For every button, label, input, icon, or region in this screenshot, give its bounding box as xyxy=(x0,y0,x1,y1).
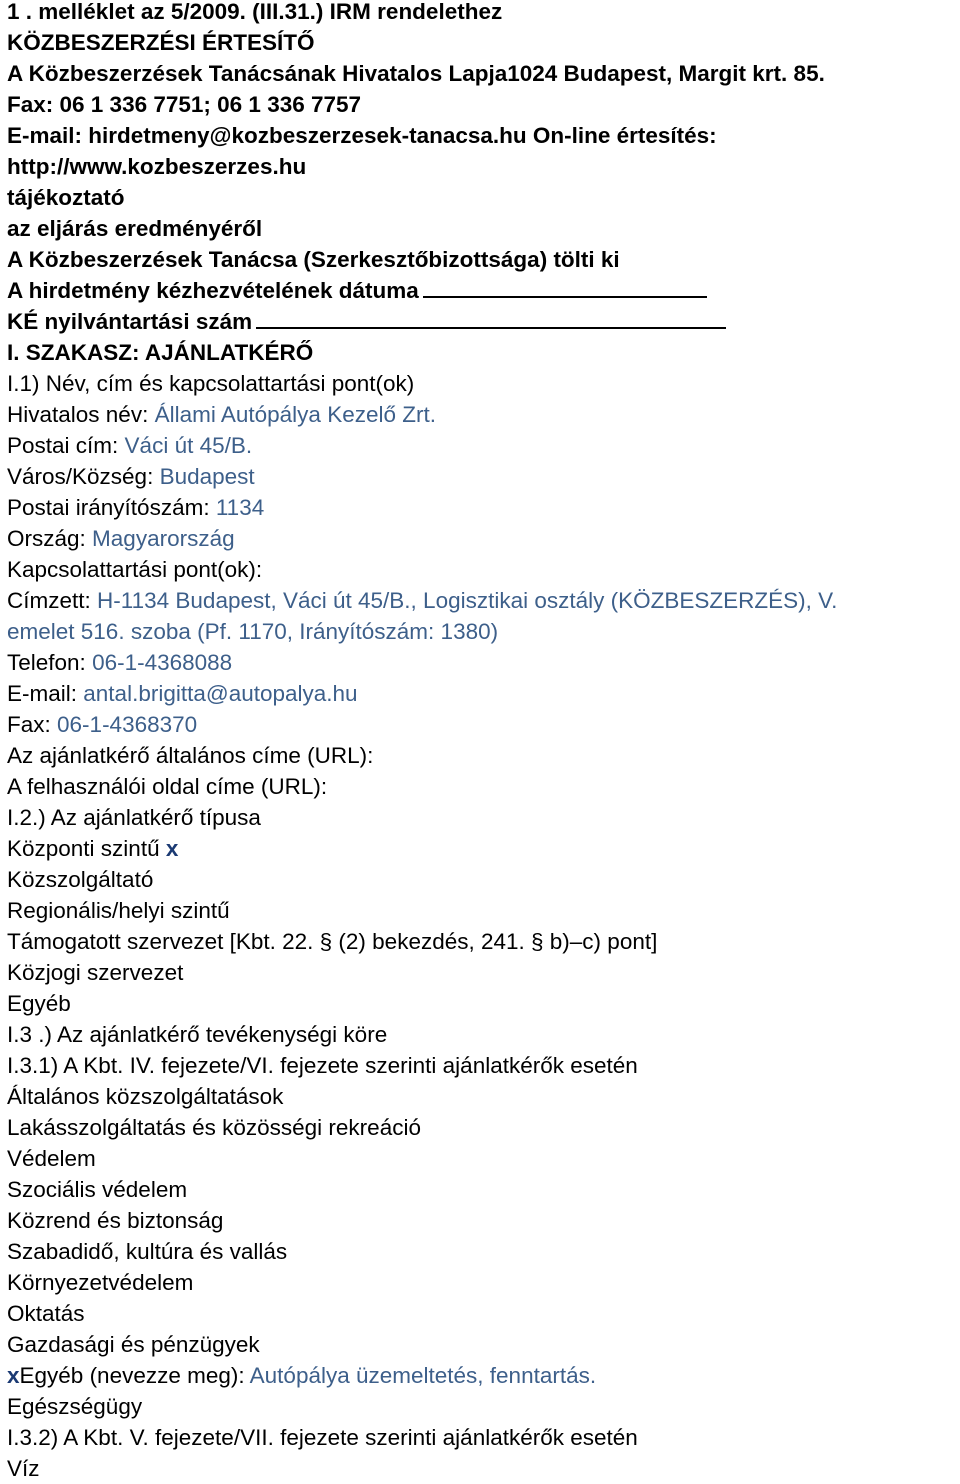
buyer-type-public-law-body: Közjogi szervezet xyxy=(7,960,184,985)
header-website: http://www.kozbeszerzes.hu xyxy=(7,154,307,179)
country-row xyxy=(7,523,957,554)
journal-title: KÖZBESZERZÉSI ÉRTESÍTŐ xyxy=(7,30,315,55)
buyer-type-public-service: Közszolgáltató xyxy=(7,867,154,892)
header-fax: Fax: 06 1 336 7751; 06 1 336 7757 xyxy=(7,92,362,117)
activity-other-value: Autópálya üzemeltetés, fenntartás. xyxy=(249,1363,597,1388)
phone-label: Telefon: xyxy=(7,650,86,675)
official-name-label: Hivatalos név: xyxy=(7,402,149,427)
postal-address-value: Váci út 45/B. xyxy=(124,433,253,458)
buyer-type-regional: Regionális/helyi szintű xyxy=(7,898,230,923)
registry-number-row xyxy=(7,306,957,337)
activity-water: Víz xyxy=(7,1456,40,1481)
email-label: E-mail: xyxy=(7,681,78,706)
zip-row xyxy=(7,492,957,523)
registry-number-label: KÉ nyilvántartási szám xyxy=(7,309,253,334)
phone-row xyxy=(7,647,957,678)
buyer-profile-url-label: A felhasználói oldal címe (URL): xyxy=(7,774,328,799)
activity-other-label: Egyéb (nevezze meg): xyxy=(19,1363,245,1388)
buyer-type-central-label: Központi szintű xyxy=(7,836,160,861)
fax-value: 06-1-4368370 xyxy=(57,712,198,737)
activity-other-row xyxy=(7,1360,957,1391)
country-value: Magyarország xyxy=(92,526,235,551)
activity-sub2-heading: I.3.2) A Kbt. V. fejezete/VII. fejezete szerinti ajánlatkérők esetén xyxy=(7,1425,638,1450)
general-url-label: Az ajánlatkérő általános címe (URL): xyxy=(7,743,374,768)
section-1-title: I. SZAKASZ: AJÁNLATKÉRŐ xyxy=(7,340,314,365)
country-label: Ország: xyxy=(7,526,86,551)
zip-value: 1134 xyxy=(215,495,265,520)
activity-item: Szociális védelem xyxy=(7,1177,188,1202)
addressee-row xyxy=(7,585,957,616)
city-label: Város/Község: xyxy=(7,464,154,489)
contact-points-label: Kapcsolattartási pont(ok): xyxy=(7,557,263,582)
filled-by-note: A Közbeszerzések Tanácsa (Szerkesztőbizottsága) tölti ki xyxy=(7,247,620,272)
phone-value: 06-1-4368088 xyxy=(92,650,233,675)
zip-label: Postai irányítószám: xyxy=(7,495,210,520)
fax-row xyxy=(7,709,957,740)
registry-number-blank xyxy=(256,327,726,329)
email-row xyxy=(7,678,957,709)
buyer-type-central-row xyxy=(7,833,957,864)
activity-item: Védelem xyxy=(7,1146,96,1171)
header-email-online: E-mail: hirdetmeny@kozbeszerzesek-tanacsa.hu On-line értesítés: xyxy=(7,123,717,148)
activity-other-mark: x xyxy=(7,1363,20,1388)
received-date-blank xyxy=(423,296,707,298)
received-date-row xyxy=(7,275,957,306)
postal-address-label: Postai cím: xyxy=(7,433,119,458)
city-value: Budapest xyxy=(159,464,255,489)
buyer-type-supported-org: Támogatott szervezet [Kbt. 22. § (2) bekezdés, 241. § b)–c) pont] xyxy=(7,929,658,954)
activity-item: Szabadidő, kultúra és vallás xyxy=(7,1239,288,1264)
addressee-value-line2: emelet 516. szoba (Pf. 1170, Irányítószám: 1380) xyxy=(7,619,499,644)
activity-item: Gazdasági és pénzügyek xyxy=(7,1332,260,1357)
fax-label: Fax: xyxy=(7,712,51,737)
addressee-value-line1: H-1134 Budapest, Váci út 45/B., Logisztikai osztály (KÖZBESZERZÉS), V. xyxy=(97,588,838,613)
activity-item: Általános közszolgáltatások xyxy=(7,1084,284,1109)
document-page xyxy=(7,0,957,1484)
document-type: tájékoztató xyxy=(7,185,125,210)
publisher-line: A Közbeszerzések Tanácsának Hivatalos Lapja1024 Budapest, Margit krt. 85. xyxy=(7,61,825,86)
activity-sub1-heading: I.3.1) A Kbt. IV. fejezete/VI. fejezete szerinti ajánlatkérők esetén xyxy=(7,1053,638,1078)
email-value: antal.brigitta@autopalya.hu xyxy=(83,681,358,706)
received-date-label: A hirdetmény kézhezvételének dátuma xyxy=(7,278,419,303)
buyer-type-other: Egyéb xyxy=(7,991,71,1016)
buyer-type-heading: I.2.) Az ajánlatkérő típusa xyxy=(7,805,261,830)
activity-item: Környezetvédelem xyxy=(7,1270,194,1295)
document-subject: az eljárás eredményéről xyxy=(7,216,263,241)
activity-item: Közrend és biztonság xyxy=(7,1208,224,1233)
contact-heading: I.1) Név, cím és kapcsolattartási pont(ok) xyxy=(7,371,415,396)
official-name-row xyxy=(7,399,957,430)
annex-reference: 1 . melléklet az 5/2009. (III.31.) IRM rendelethez xyxy=(7,0,503,24)
activity-item: Oktatás xyxy=(7,1301,85,1326)
addressee-label: Címzett: xyxy=(7,588,91,613)
activity-health: Egészségügy xyxy=(7,1394,143,1419)
activity-item: Lakásszolgáltatás és közösségi rekreáció xyxy=(7,1115,421,1140)
buyer-type-central-mark: x xyxy=(165,836,179,861)
postal-address-row xyxy=(7,430,957,461)
city-row xyxy=(7,461,957,492)
activity-heading: I.3 .) Az ajánlatkérő tevékenységi köre xyxy=(7,1022,388,1047)
official-name-value: Állami Autópálya Kezelő Zrt. xyxy=(154,402,436,427)
